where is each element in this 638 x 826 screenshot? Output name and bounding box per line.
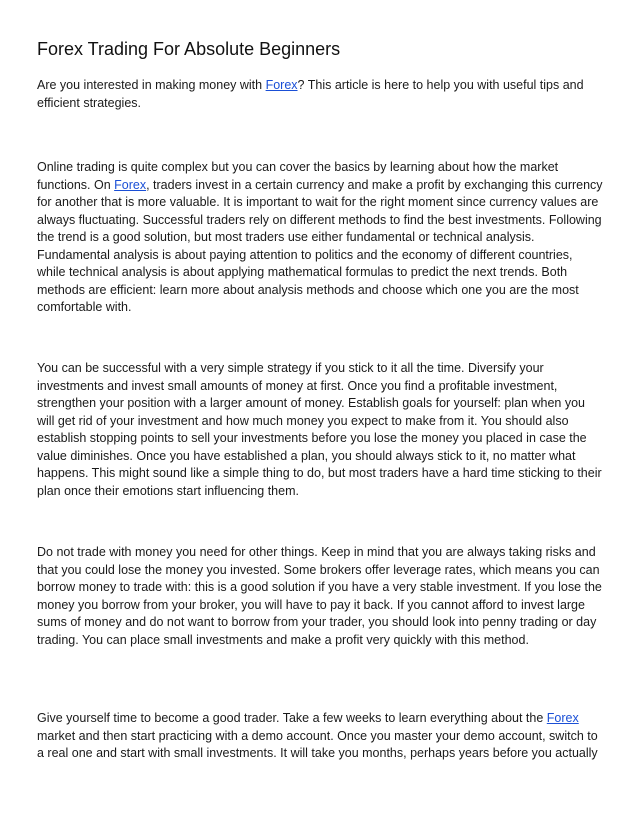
- page-title: Forex Trading For Absolute Beginners: [37, 39, 341, 59]
- practice-paragraph: [37, 710, 603, 763]
- paragraph-text: , traders invest in a certain currency and make a profit by exchanging this currency for another that is more valuable. It is important to wait for the right moment since currency values are always fluctuating. Successful traders rely on different methods to find the best investments. Following the trend is a good solution, but most traders use either fundamental or technical analysis. Fundamental analysis is about paying attention to politics and the economy of different countries, while technical analysis is about applying mathematical formulas to predict the next trends. Both methods are efficient: learn more about analysis methods and choose which one you are the most comfortable with.: [37, 177, 603, 314]
- intro-paragraph: [37, 77, 603, 112]
- paragraph-text: Online trading is quite complex but you can cover the basics by learning about how the market functions. On: [37, 160, 559, 192]
- risk-paragraph: Do not trade with money you need for other things. Keep in mind that you are always taking risks and that you could lose the money you invested. Some brokers offer leverage rates, which means you can borrow money to trade with: this is a good solution if you have a very stable investment. If you lose the money you borrow from your broker, you will have to pay it back. If you cannot afford to invest large sums of money and do not want to borrow from your trader, you should look into penny trading or day trading. You can place small investments and make a profit very quickly with this method.: [37, 545, 602, 647]
- paragraph-text: ? This article is here to help you with useful tips and efficient strategies.: [37, 78, 584, 110]
- online-trading-paragraph: [37, 159, 603, 317]
- paragraph-text: market and then start practicing with a demo account. Once you master your demo account, switch to a real one and start with small investments. It will take you months, perhaps years before you actually: [37, 728, 598, 760]
- forex-link[interactable]: Forex: [114, 177, 147, 192]
- forex-link[interactable]: Forex: [265, 78, 298, 92]
- forex-link[interactable]: Forex: [546, 711, 579, 725]
- paragraph-text: Give yourself time to become a good trader. Take a few weeks to learn everything about the: [37, 711, 547, 725]
- strategy-paragraph: You can be successful with a very simple strategy if you stick to it all the time. Diversify your investments and invest small amounts of money at first. Once you find a profitable investment, strengthen your position with a larger amount of money. Establish goals for yourself: plan when you will get rid of your investment and how much money you expect to make from it. You should also establish stopping points to sell your investments before you lose the money you placed in case the value diminishes. Once you have established a plan, you should always stick to it, no matter what happens. This might sound like a simple thing to do, but most traders have a hard time sticking to their plan once their emotions start influencing them.: [37, 361, 602, 498]
- paragraph-text: Are you interested in making money with: [37, 78, 266, 92]
